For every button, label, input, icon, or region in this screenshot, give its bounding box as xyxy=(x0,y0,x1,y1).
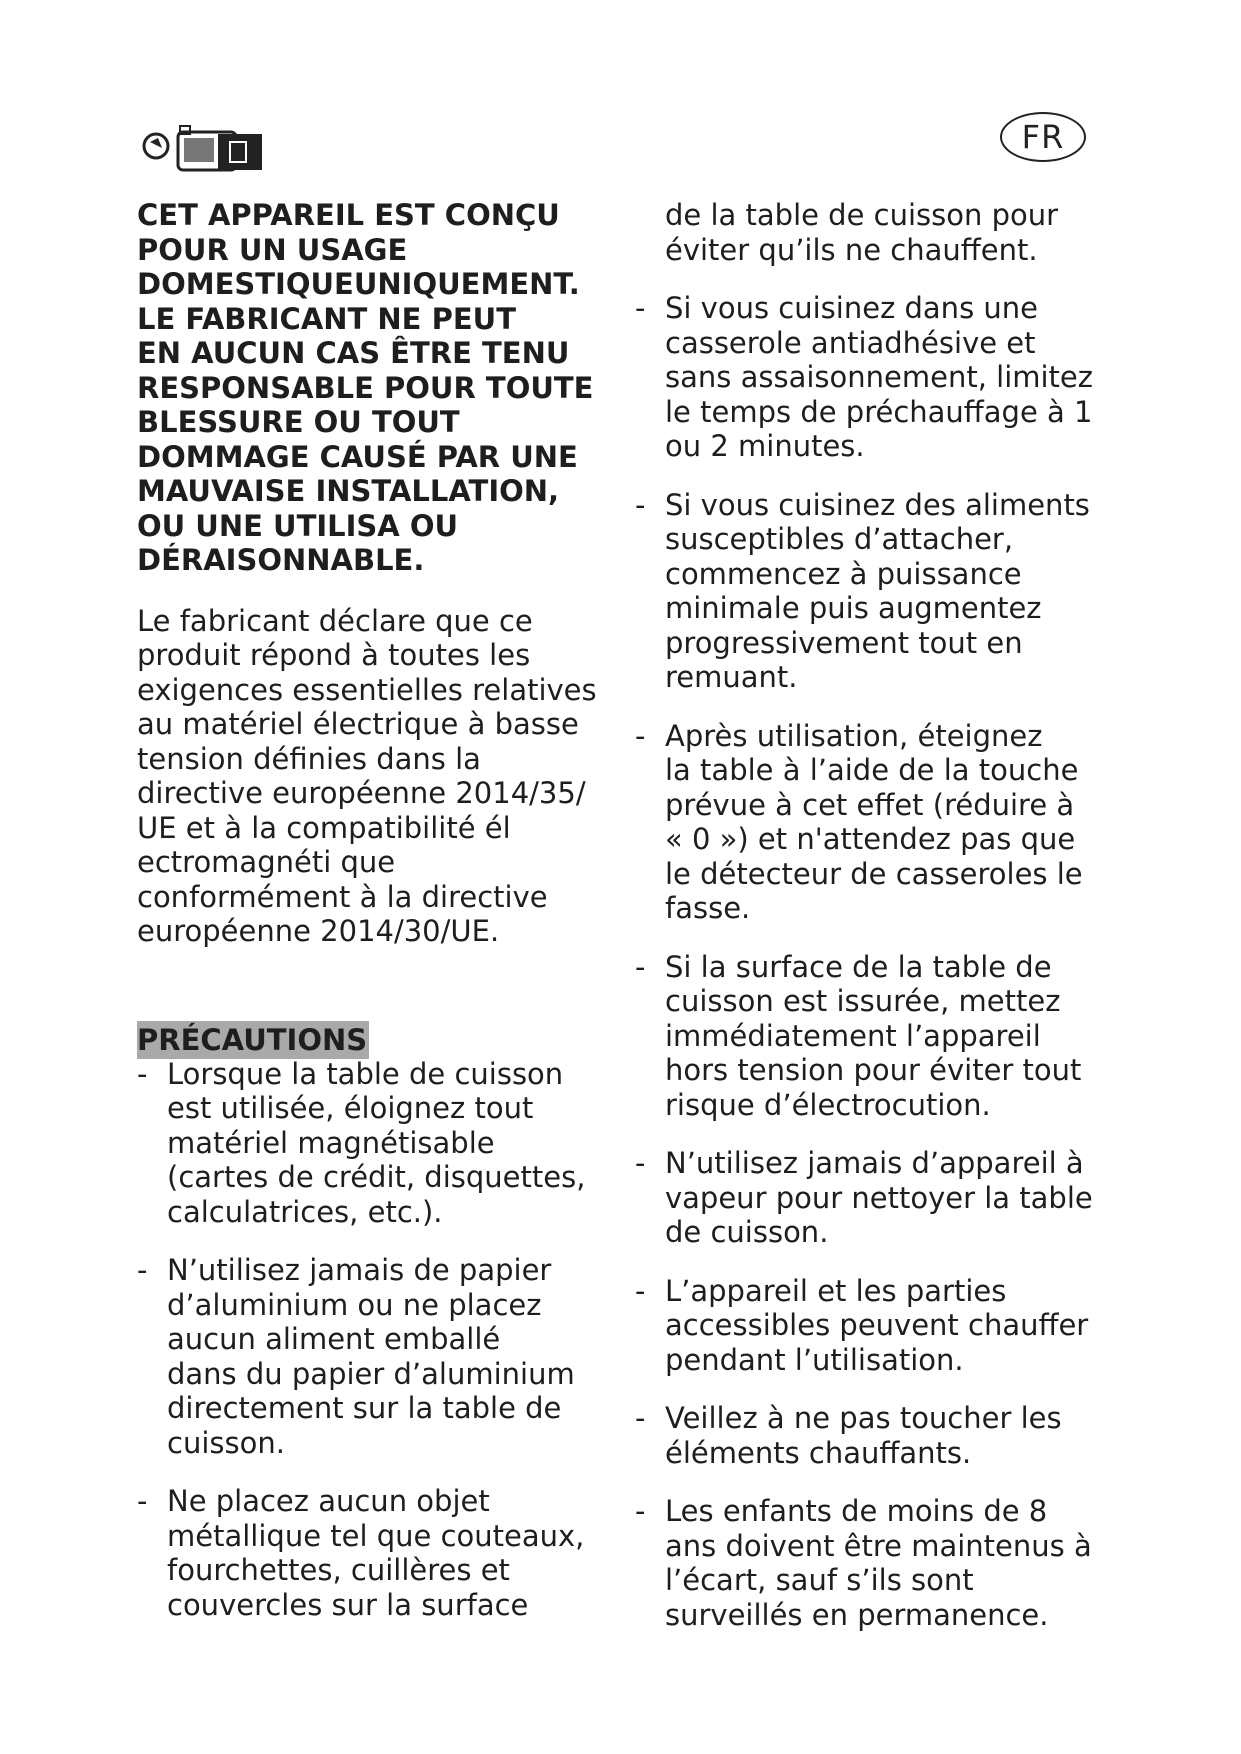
list-item: - Après utilisation, éteignez la table à l’aide de la touche prévue à cet effet (réduire à « 0 ») et n'attendez pas que le détecteur de casseroles le fasse. xyxy=(635,719,1110,926)
language-badge: FR xyxy=(1000,112,1086,162)
list-item: - Si vous cuisinez des aliments susceptibles d’attacher, commencez à puissance minimale puis augmentez progressivement tout en remuant. xyxy=(635,488,1110,695)
list-item: - Si la surface de la table de cuisson est issurée, mettez immédiatement l’appareil hors tension pour éviter tout risque d’électrocution. xyxy=(635,950,1110,1123)
list-item: - Lorsque la table de cuisson est utilisée, éloignez tout matériel magnétisable (cartes de crédit, disquettes, calculatrices, etc.). xyxy=(137,1057,607,1230)
list-item: - L’appareil et les parties accessibles peuvent chauffer pendant l’utilisation. xyxy=(635,1274,1110,1378)
left-column xyxy=(137,198,607,1646)
list-item: - N’utilisez jamais d’appareil à vapeur pour nettoyer la table de cuisson. xyxy=(635,1146,1110,1250)
list-item: - N’utilisez jamais de papier d’aluminium ou ne placez aucun aliment emballé dans du papier d’aluminium directement sur la table de cuisson. xyxy=(137,1253,607,1460)
list-item: - Les enfants de moins de 8 ans doivent être maintenus à l’écart, sauf s’ils sont surveillés en permanence. xyxy=(635,1494,1110,1632)
recycling-bin-icon xyxy=(140,118,270,174)
precautions-list-left xyxy=(137,1057,607,1623)
precautions-list-right xyxy=(635,291,1110,1632)
list-item-continuation: de la table de cuisson pour éviter qu’ils ne chauffent. xyxy=(665,198,1059,267)
list-item: - Ne placez aucun objet métallique tel que couteaux, fourchettes, cuillères et couvercles sur la surface xyxy=(137,1484,607,1622)
right-column xyxy=(635,198,1110,1656)
domestic-use-warning: CET APPAREIL EST CONÇU POUR UN USAGE DOMESTIQUEUNIQUEMENT. LE FABRICANT NE PEUT EN AUCUN CAS ÊTRE TENU RESPONSABLE POUR TOUTE BLESSURE OU TOUT DOMMAGE CAUSÉ PAR UNE MAUVAISE INSTALLATION, OU UNE UTILISA OU DÉRAISONNABLE. xyxy=(137,198,594,577)
list-item: - Si vous cuisinez dans une casserole antiadhésive et sans assaisonnement, limitez le temps de préchauffage à 1 ou 2 minutes. xyxy=(635,291,1110,464)
list-item: - Veillez à ne pas toucher les éléments chauffants. xyxy=(635,1401,1110,1470)
precautions-heading: PRÉCAUTIONS xyxy=(137,1022,368,1057)
compliance-declaration: Le fabricant déclare que ce produit répond à toutes les exigences essentielles relatives au matériel électrique à basse tension définies dans la directive européenne 2014/35/ UE et à la compatibilité él ectromagnéti que conformément à la directive européenne 2014/30/UE. xyxy=(137,603,597,948)
